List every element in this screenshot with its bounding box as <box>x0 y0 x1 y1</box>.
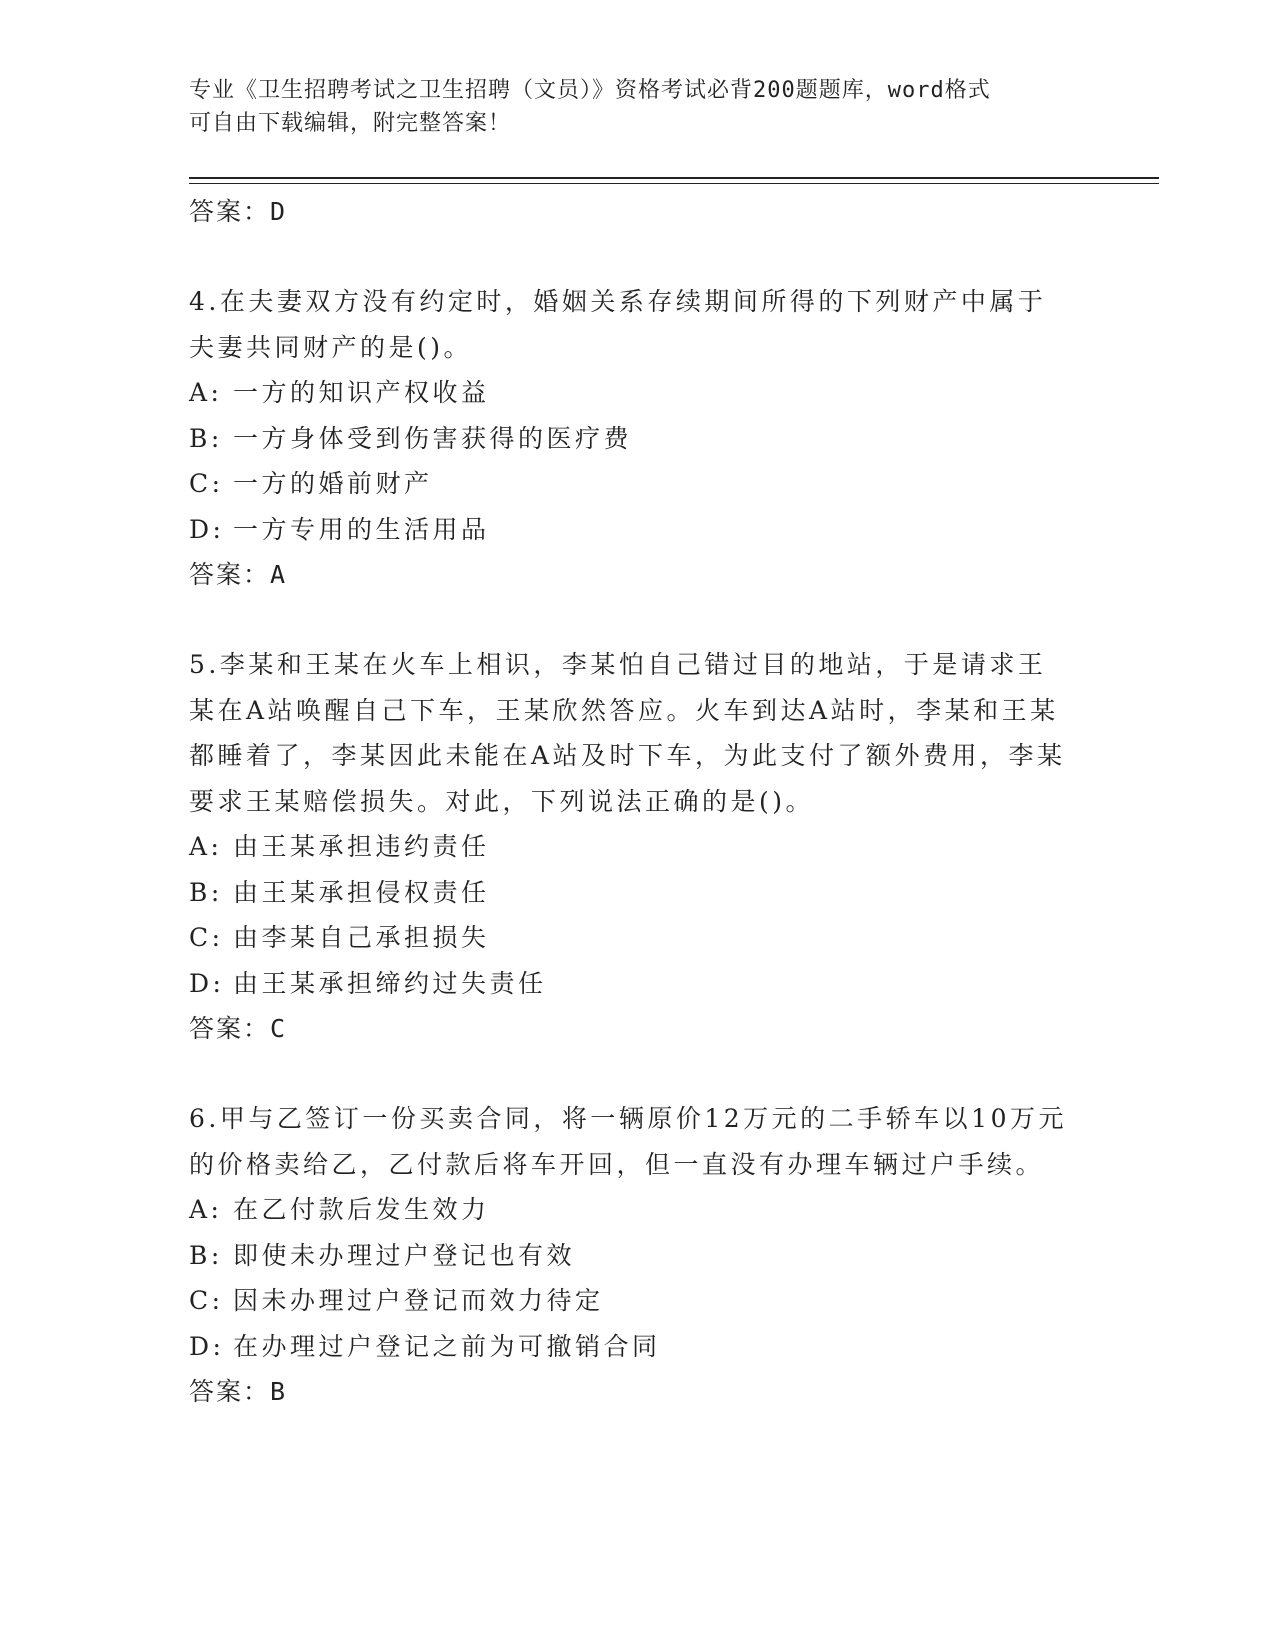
option-text: 由王某承担违约责任 <box>233 832 490 861</box>
option-letter: A: <box>189 378 223 407</box>
option-a <box>189 824 1069 870</box>
option-d <box>189 961 1069 1007</box>
option-c <box>189 915 1069 961</box>
option-text: 一方身体受到伤害获得的医疗费 <box>233 423 633 453</box>
option-letter: A: <box>189 832 223 861</box>
question-stem: 5.李某和王某在火车上相识，李某怕自己错过目的地站，于是请求王某在A站唤醒自己下车，王某欣然答应。火车到达A站时，李某和王某都睡着了，李某因此未能在A站及时下车，为此支付了额外费用，李某要求王某赔偿损失。对此，下列说法正确的是()。 <box>189 650 1066 816</box>
option-letter: C: <box>189 469 224 498</box>
option-text: 即使未办理过户登记也有效 <box>233 1240 576 1270</box>
header-divider-thin <box>189 183 1159 184</box>
option-c <box>189 461 1069 507</box>
option-letter: C: <box>189 1286 224 1315</box>
header-line-2: 可自由下载编辑，附完整答案！ <box>189 111 512 136</box>
option-text: 由王某承担侵权责任 <box>233 877 490 907</box>
option-text: 因未办理过户登记而效力待定 <box>233 1286 604 1315</box>
option-b <box>189 416 1069 462</box>
option-d <box>189 1324 1069 1370</box>
header-divider-thick <box>189 177 1159 179</box>
option-letter: B: <box>189 1240 223 1270</box>
answer-line: 答案：B <box>189 1377 288 1406</box>
option-letter: B: <box>189 877 223 907</box>
option-text: 由王某承担缔约过失责任 <box>233 968 547 998</box>
option-b <box>189 870 1069 916</box>
option-text: 一方的婚前财产 <box>233 469 433 498</box>
question-6 <box>189 1096 1069 1415</box>
answer-line: 答案：D <box>189 197 288 226</box>
option-letter: D: <box>189 514 225 544</box>
question-stem: 6.甲与乙签订一份买卖合同，将一辆原价12万元的二手轿车以10万元的价格卖给乙，乙付款后将车开回，但一直没有办理车辆过户手续。 <box>189 1104 1067 1179</box>
option-a <box>189 370 1069 416</box>
question-stem: 4.在夫妻双方没有约定时，婚姻关系存续期间所得的下列财产中属于夫妻共同财产的是()。 <box>189 287 1047 362</box>
option-text: 由李某自己承担损失 <box>233 923 490 952</box>
answer-line: 答案：A <box>189 560 288 589</box>
question-5 <box>189 642 1069 1052</box>
question-list <box>189 189 1069 1415</box>
option-c <box>189 1278 1069 1324</box>
option-letter: B: <box>189 423 223 453</box>
document-header <box>189 74 1079 140</box>
option-d <box>189 507 1069 553</box>
option-letter: D: <box>189 1331 225 1361</box>
option-text: 在办理过户登记之前为可撤销合同 <box>233 1331 661 1361</box>
option-letter: C: <box>189 923 224 952</box>
header-line-1: 专业《卫生招聘考试之卫生招聘（文员）》资格考试必背200题题库，word格式 <box>189 78 991 103</box>
option-a <box>189 1187 1069 1233</box>
option-text: 一方专用的生活用品 <box>233 514 490 544</box>
option-text: 在乙付款后发生效力 <box>233 1195 490 1224</box>
option-letter: A: <box>189 1195 223 1224</box>
option-text: 一方的知识产权收益 <box>233 378 490 407</box>
answer-line: 答案：C <box>189 1014 288 1043</box>
question-4 <box>189 279 1069 598</box>
option-b <box>189 1233 1069 1279</box>
option-letter: D: <box>189 968 225 998</box>
